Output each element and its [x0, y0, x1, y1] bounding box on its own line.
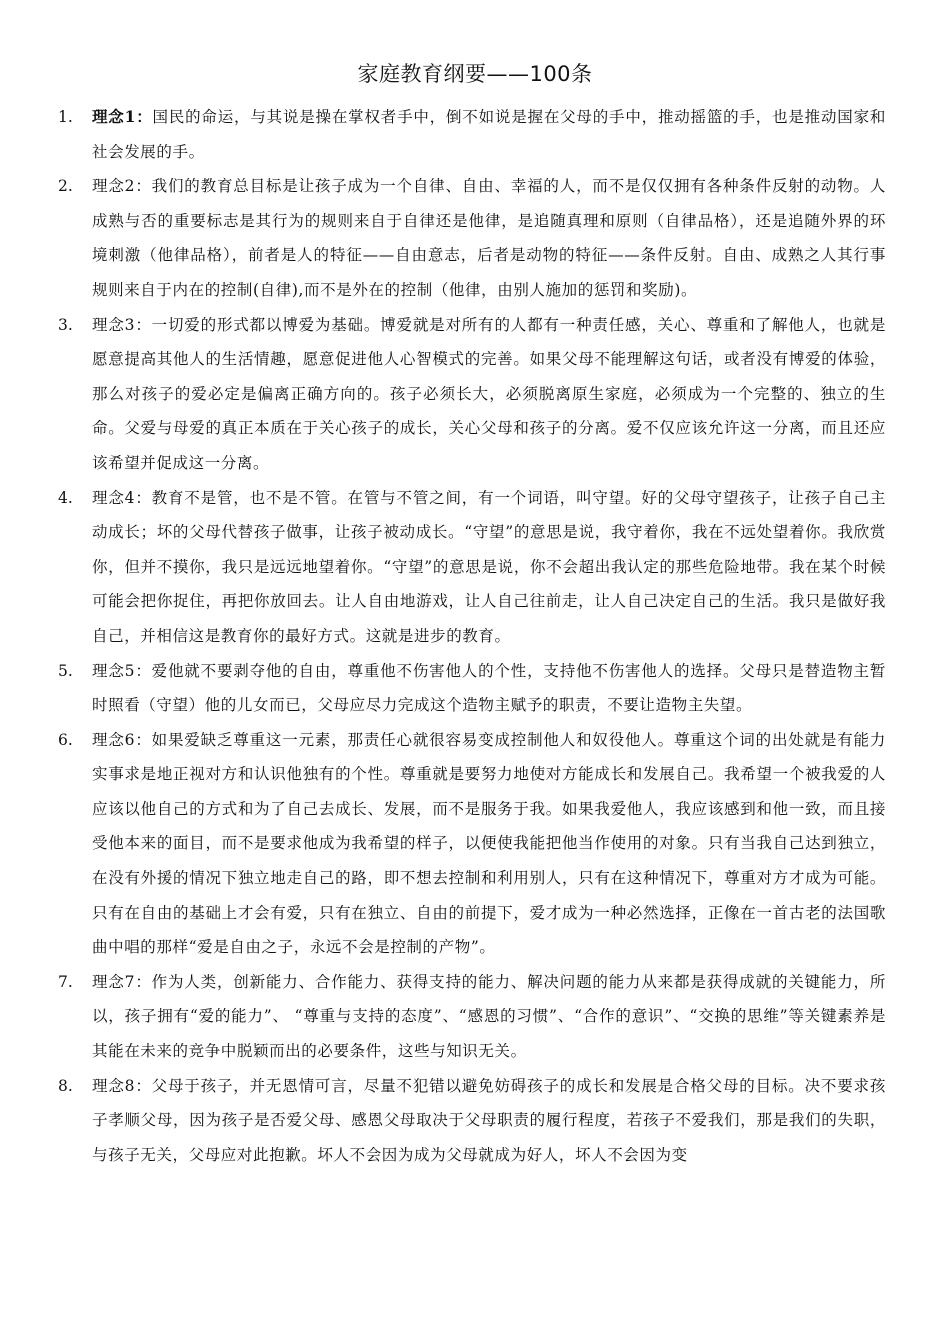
item-lead: 理念4：: [92, 488, 152, 507]
item-number: 7.: [58, 972, 73, 991]
item-body: 我们的教育总目标是让孩子成为一个自律、自由、幸福的人，而不是仅仅拥有各种条件反射的动物。人成熟与否的重要标志是其行为的规则来自于自律还是他律，是追随真理和原则（自律品格），还是追随外界的环境刺激（他律品格），前者是人的特征——自由意志，后者是动物的特征——条件反射。自由、成熟之人其行事规则来自于内在的控制(自律),而不是外在的控制（他律，由别人施加的惩罚和奖励)。: [92, 177, 886, 299]
item-lead: 理念2：: [92, 177, 152, 196]
list-item: [0, 1069, 950, 1173]
principle-list: [0, 100, 950, 1172]
item-body: 父母于孩子，并无恩情可言，尽量不犯错以避免妨碍孩子的成长和发展是合格父母的目标。决不要求孩子孝顺父母，因为孩子是否爱父母、感恩父母取决于父母职责的履行程度，若孩子不爱我们，那是我们的失职，与孩子无关，父母应对此抱歉。坏人不会因为成为父母就成为好人，坏人不会因为变: [92, 1076, 886, 1164]
item-body: 作为人类，创新能力、合作能力、获得支持的能力、解决问题的能力从来都是获得成就的关键能力，所以，孩子拥有“爱的能力”、 “尊重与支持的态度”、“感恩的习惯”、“合作的意识”、“交换的思维”等关键素养是其能在未来的竞争中脱颖而出的必要条件，这些与知识无关。: [92, 972, 886, 1061]
list-item: [0, 654, 950, 723]
item-number: 1.: [58, 108, 73, 126]
list-item: [0, 723, 950, 965]
item-number: 2.: [58, 177, 73, 196]
item-lead: 理念6：: [92, 730, 152, 749]
item-text: [92, 965, 886, 1069]
item-body: 爱他就不要剥夺他的自由，尊重他不伤害他人的个性，支持他不伤害他人的选择。父母只是替造物主暂时照看（守望）他的儿女而已，父母应尽力完成这个造物主赋予的职责，不要让造物主失望。: [92, 661, 886, 715]
item-body: 教育不是管，也不是不管。在管与不管之间，有一个词语，叫守望。好的父母守望孩子，让孩子自己主动成长；坏的父母代替孩子做事，让孩子被动成长。“守望”的意思是说，我守着你，我在不远处望着你。我欣赏你，但并不摸你，我只是远远地望着你。“守望”的意思是说，你不会超出我认定的那些危险地带。我在某个时候可能会把你捉住，再把你放回去。让人自由地游戏，让人自己往前走，让人自己决定自己的生活。我只是做好我自己，并相信这是教育你的最好方式。这就是进步的教育。: [92, 488, 886, 645]
item-lead: 理念3：: [92, 315, 152, 334]
item-number: 8.: [58, 1076, 73, 1095]
item-text: [92, 723, 886, 965]
item-number: 6.: [58, 730, 73, 749]
list-item: [0, 308, 950, 481]
list-item: [0, 481, 950, 654]
item-number: 4.: [58, 488, 73, 507]
item-text: [92, 169, 886, 307]
item-body: 一切爱的形式都以博爱为基础。博爱就是对所有的人都有一种责任感，关心、尊重和了解他人，也就是愿意提高其他人的生活情趣，愿意促进他人心智模式的完善。如果父母不能理解这句话，或者没有博爱的体验，那么对孩子的爱必定是偏离正确方向的。孩子必须长大，必须脱离原生家庭，必须成为一个完整的、独立的生命。父爱与母爱的真正本质在于关心孩子的成长，关心父母和孩子的分离。爱不仅应该允许这一分离，而且还应该希望并促成这一分离。: [92, 315, 886, 472]
list-item: [0, 965, 950, 1069]
list-item: [0, 169, 950, 307]
item-number: 3.: [58, 315, 73, 334]
item-text: [92, 654, 886, 723]
item-text: [92, 1069, 886, 1173]
item-number: 5.: [58, 661, 73, 680]
item-lead: 理念5：: [92, 661, 152, 680]
list-item: [0, 100, 950, 169]
item-lead: 理念8：: [92, 1076, 152, 1095]
document-title: 家庭教育纲要——100条: [357, 62, 593, 86]
item-lead: 理念7：: [92, 972, 152, 991]
item-text: [92, 481, 886, 654]
item-text: [92, 308, 886, 481]
item-lead: 理念1：: [92, 107, 153, 126]
item-body: 如果爱缺乏尊重这一元素，那责任心就很容易变成控制他人和奴役他人。尊重这个词的出处就是有能力实事求是地正视对方和认识他独有的个性。尊重就是要努力地使对方能成长和发展自己。我希望一个被我爱的人应该以他自己的方式和为了自己去成长、发展，而不是服务于我。如果我爱他人，我应该感到和他一致，而且接受他本来的面目，而不是要求他成为我希望的样子，以便使我能把他当作使用的对象。只有当我自己达到独立，在没有外援的情况下独立地走自己的路，即不想去控制和利用别人，只有在这种情况下，尊重对方才成为可能。只有在自由的基础上才会有爱，只有在独立、自由的前提下，爱才成为一种必然选择，正像在一首古老的法国歌曲中唱的那样“爱是自由之子，永远不会是控制的产物”。: [92, 730, 886, 957]
item-body: 国民的命运，与其说是操在掌权者手中，倒不如说是握在父母的手中，推动摇篮的手，也是推动国家和社会发展的手。: [92, 108, 886, 161]
item-text: [92, 100, 886, 169]
